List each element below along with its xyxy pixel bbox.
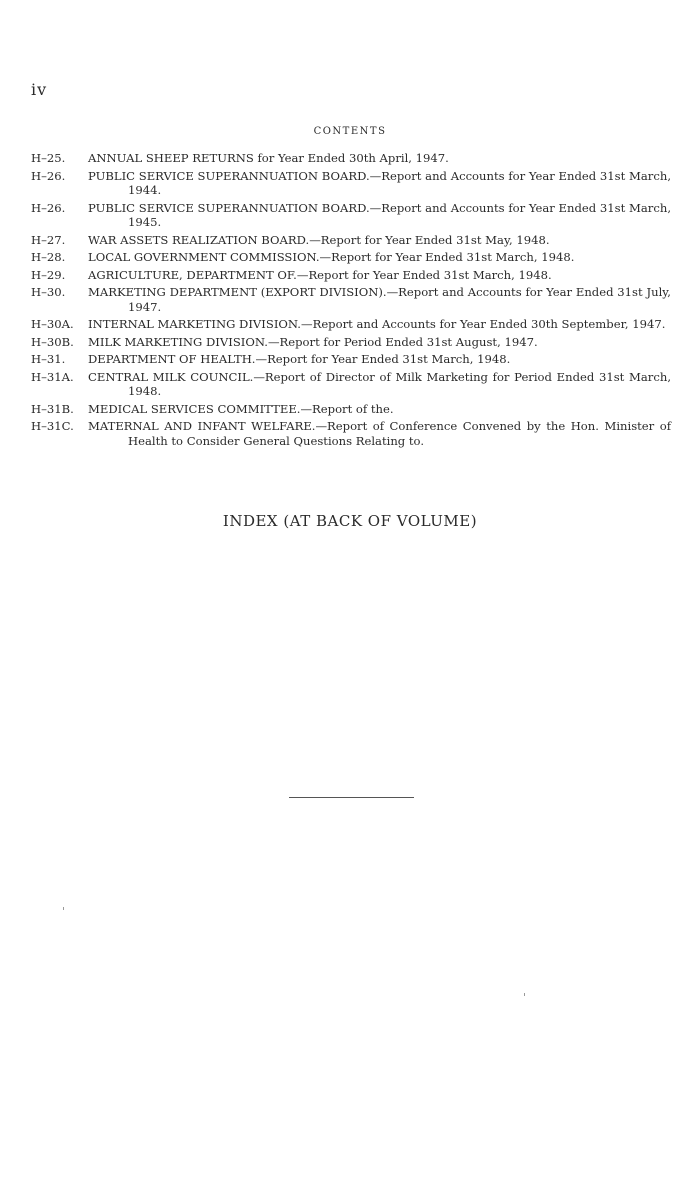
contents-entry [31,151,671,166]
entry-code: H–31A. [31,369,74,384]
entry-title: CENTRAL MILK COUNCIL.—Report of Director of Milk Marketing for Period Ended 31st March, 1948. [88,369,671,398]
section-rule [289,797,414,798]
entry-code: H–30A. [31,317,74,331]
contents-entry [31,419,671,448]
print-speck [63,907,64,910]
entry-code: H–26. [31,200,66,215]
entry-code: H–28. [31,250,66,264]
entry-title: DEPARTMENT OF HEALTH.—Report for Year Ended 31st March, 1948. [88,352,511,366]
contents-heading: CONTENTS [313,126,387,137]
entry-code: H–25. [31,151,66,165]
contents-entry [31,201,671,230]
contents-entry [31,402,671,417]
entry-code: H–31. [31,352,66,366]
entry-title: AGRICULTURE, DEPARTMENT OF.—Report for Year Ended 31st March, 1948. [88,267,552,282]
entry-code: H–30. [31,285,66,299]
index-note: INDEX (AT BACK OF VOLUME) [222,512,478,530]
entry-title: MEDICAL SERVICES COMMITTEE.—Report of the. [88,401,394,416]
contents-entry [31,335,671,350]
entry-code: H–27. [31,232,66,247]
contents-entry [31,268,671,283]
entry-code: H–29. [31,267,66,282]
contents-entry [31,233,671,248]
contents-entry [31,250,671,265]
entry-code: H–26. [31,168,66,183]
contents-entry [31,169,671,198]
entry-code: H–30B. [31,334,74,349]
contents-entry [31,285,671,314]
entry-title: ANNUAL SHEEP RETURNS for Year Ended 30th April, 1947. [88,151,449,165]
entry-title: PUBLIC SERVICE SUPERANNUATION BOARD.—Report and Accounts for Year Ended 31st March, 1944. [88,168,671,197]
entry-title: WAR ASSETS REALIZATION BOARD.—Report for Year Ended 31st May, 1948. [88,232,550,247]
entry-title: PUBLIC SERVICE SUPERANNUATION BOARD.—Report and Accounts for Year Ended 31st March, 1945. [88,200,671,229]
entry-title: LOCAL GOVERNMENT COMMISSION.—Report for Year Ended 31st March, 1948. [88,250,575,264]
contents-entry [31,352,671,367]
entry-code: H–31B. [31,401,74,416]
entry-title: MILK MARKETING DIVISION.—Report for Period Ended 31st August, 1947. [88,334,538,349]
entry-code: H–31C. [31,419,74,433]
entry-title: MATERNAL AND INFANT WELFARE.—Report of Conference Convened by the Hon. Minister of Health to Consider General Questions Relating to. [88,419,671,448]
entry-title: INTERNAL MARKETING DIVISION.—Report and Accounts for Year Ended 30th September, 1947. [88,317,666,331]
page-number: iv [31,80,48,99]
contents-entry [31,317,671,332]
contents-entry [31,370,671,399]
contents-list [31,151,671,451]
entry-title: MARKETING DEPARTMENT (EXPORT DIVISION).—Report and Accounts for Year Ended 31st July, 1947. [88,285,671,314]
print-speck [524,993,525,996]
